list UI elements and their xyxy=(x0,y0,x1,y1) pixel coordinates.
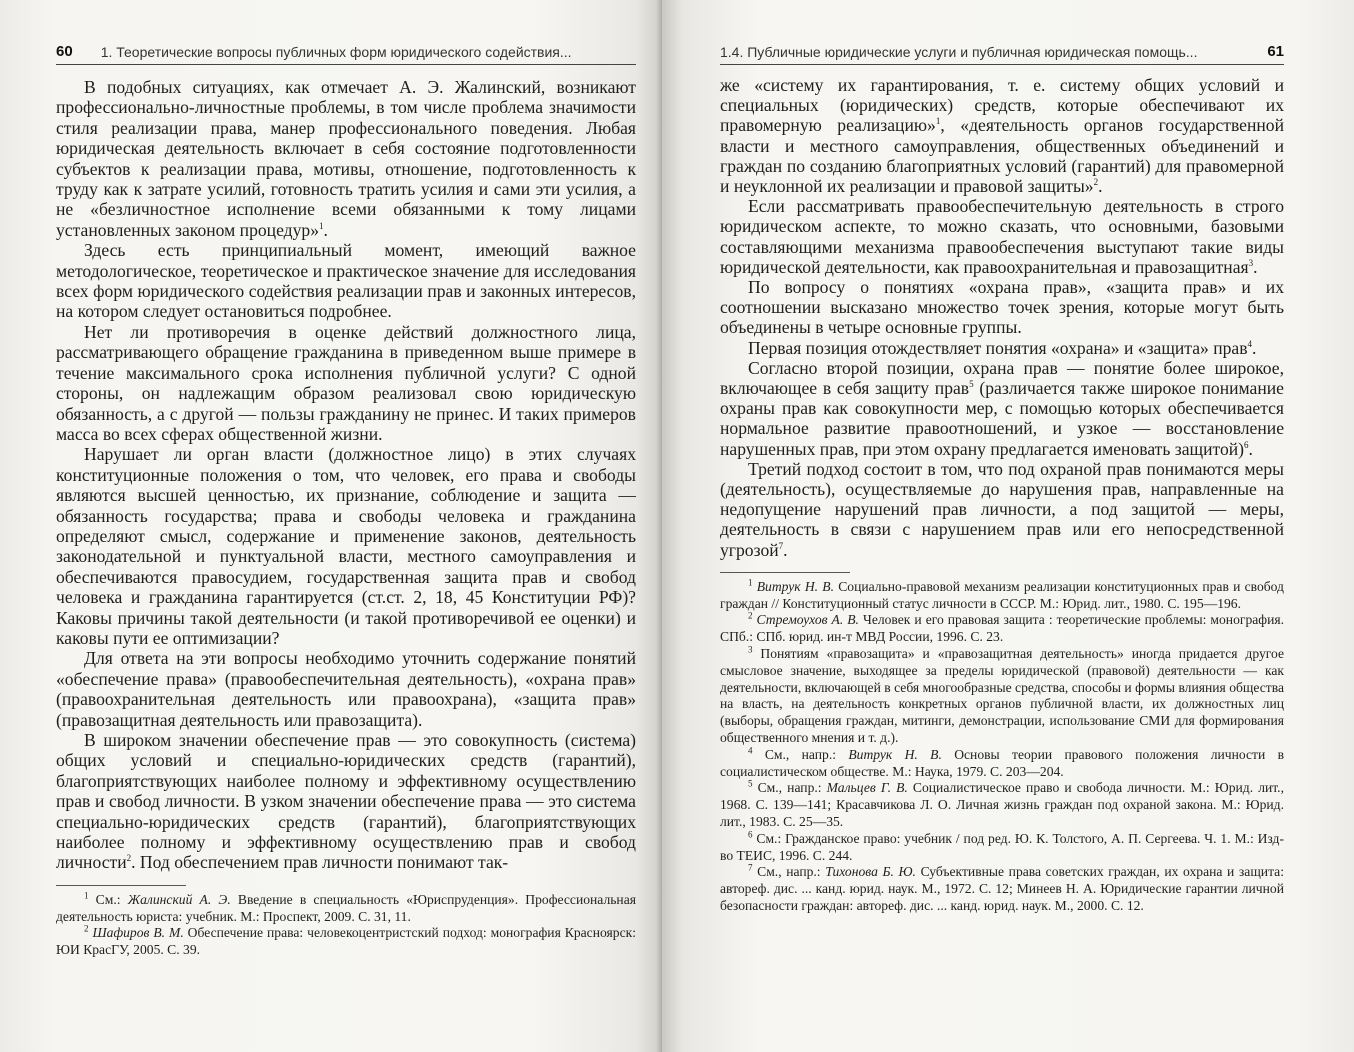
paragraph: Нарушает ли орган власти (должностное лицо) в этих случаях конституционные положения о том, что человек, его права и свободы являются высшей ценностью, их признание, соблюдение и защита — обязанность государства; права и свободы человека и гражданина определяют смысл, содержание и применение законов, деятельность законодательной и пунктуальной власти, местного самоуправления и обеспечиваются правосудием, государственная защита прав и свобод человека и гражданина гарантируется (ст.ст. 2, 18, 45 Конституции РФ)? Каковы причины такой деятельности (и такой противоречивой ее оценки) и каковы пути ее оптимизации? xyxy=(56,444,636,648)
paragraph: Третий подход состоит в том, что под охраной прав понимаются меры (деятельность), осуществляемые до нарушения прав, направленные на недопущение нарушений прав личности, а под защитой — меры, деятельность в связи с нарушением прав или его непосредственной угрозой$^7$. xyxy=(720,458,1284,560)
running-head-right xyxy=(720,38,1284,65)
paragraph: же «систему их гарантирования, т. е. систему общих условий и специальных (юридических) средств, которые обеспечивают их правомерную реализацию»$^1$, «деятельность органов государственной власти и местного самоуправления, общественных объединений и граждан по созданию благоприятных условий (гарантий) для правомерной и неуклонной их реализации и правовой защиты»$^2$. xyxy=(720,75,1284,197)
footnote: $^4$ См., напр.: Витрук Н. В. Основы теории правового положения личности в социалистическом обществе. М.: Наука, 1979. С. 203—204. xyxy=(720,745,1284,779)
footnote-divider-left xyxy=(56,885,186,886)
footnote-divider-right xyxy=(720,572,850,573)
footnote-ref: 7 xyxy=(778,540,784,551)
footnote-ref: 5 xyxy=(969,379,974,390)
footnotes-left xyxy=(56,892,636,959)
right-page xyxy=(662,0,1354,1052)
footnote: $^1$ Витрук Н. В. Социально-правовой механизм реализации конституционных прав и свобод граждан // Конституционный статус личности в СССР. М.: Юрид. лит., 1980. С. 195—196. xyxy=(720,577,1284,611)
left-body-text xyxy=(56,77,636,873)
footnote-ref: 1 xyxy=(319,220,324,231)
footnote: $^6$ См.: Гражданское право: учебник / под ред. Ю. К. Толстого, А. П. Сергеева. Ч. 1. М.: Изд-во ТЕИС, 1996. С. 244. xyxy=(720,829,1285,863)
paragraph: Согласно второй позиции, охрана прав — понятие более широкое, включающее в себя защиту прав$^5$ (различается также широкое понимание охраны прав как совокупности мер, с помощью которых обеспечивается нормальное развитие правоотношений, и узкое — восстановление нарушенных прав, при этом охрану предлагается именовать защитой)$^6$. xyxy=(720,357,1284,459)
footnote-ref: 1 xyxy=(935,116,941,127)
running-head-title-left: 1. Теоретические вопросы публичных форм юридического содействия... xyxy=(100,44,572,60)
paragraph: В подобных ситуациях, как отмечает А. Э. Жалинский, возникают профессионально-личностные проблемы, в том числе проблема значимости стиля реализации права, манер профессионального поведения. Любая юридическая деятельность включает в себя состояние подготовленности субъектов к реализации права, мотивы, отношение, подготовленность к труду как к затрате усилий, готовность тратить усилия и сами эти усилия, а не «безличностное исполнение всеми обязанными к тому лицами установленных законом процедур»$^1$. xyxy=(56,77,636,240)
footnote: $^3$ Понятиям «правозащита» и «правозащитная деятельность» иногда придается другое смысловое значение, выходящее за пределы юридической (правовой) деятельности — как деятельности, включающей в себя многообразные средства, способы и формы влияния общества на власть, на деятельность конкретных органов публичной власти, их должностных лиц (выборы, обращения граждан, митинги, демонстрации, использование СМИ для формирования общественного мнения и т. д.). xyxy=(720,644,1284,746)
paragraph: Для ответа на эти вопросы необходимо уточнить содержание понятий «обеспечение права» (правообеспечительная деятельность), «охрана прав» (правоохранительная деятельность или правоохрана), «защита прав» (правозащитная деятельность или правозащита). xyxy=(56,648,636,730)
page-number-left: 60 xyxy=(56,43,73,60)
left-page xyxy=(0,0,662,1052)
footnote: $^1$ См.: Жалинский А. Э. Введение в специальность «Юриспруденция». Профессиональная деятельность юриста: учебник. М.: Проспект, 2009. С. 31, 11. xyxy=(56,890,636,924)
footnote-ref: 6 xyxy=(1244,439,1249,450)
footnote: $^7$ См., напр.: Тихонова Б. Ю. Субъективные права советских граждан, их охрана и защита: автореф. дис. ... канд. юрид. наук. М., 1972. С. 12; Минеев Н. А. Юридические гарантии личной безопасности граждан: автореф. дис. ... канд. юрид. наук. М., 2000. С. 12. xyxy=(720,862,1284,914)
paragraph: Если рассматривать правообеспечительную деятельность в строго юридическом аспекте, то можно сказать, что основными, базовыми составляющими механизма правообеспечения выступают такие виды юридической деятельности, как правоохранительная и правозащитная$^3$. xyxy=(720,196,1284,277)
paragraph: По вопросу о понятиях «охрана прав», «защита прав» и их соотношении высказано множество точек зрения, которые могут быть объединены в четыре основные группы. xyxy=(720,277,1284,338)
right-body-text xyxy=(720,75,1284,560)
footnote-ref: 2 xyxy=(126,853,132,864)
running-head-title-right: 1.4. Публичные юридические услуги и публичная юридическая помощь... xyxy=(720,44,1198,60)
footnotes-right xyxy=(720,579,1284,915)
paragraph: Нет ли противоречия в оценке действий должностного лица, рассматривающего обращение гражданина в приведенном выше примере в течение максимального срока исполнения публичной услуги? С одной стороны, он надлежащим образом реализовал свою юридическую обязанность, а с другой — пользы гражданину не принес. И таких примеров масса во всех сферах общественной жизни. xyxy=(56,321,636,444)
footnote-ref: 3 xyxy=(1248,257,1254,268)
paragraph: Первая позиция отождествляет понятия «охрана» и «защита» прав$^4$. xyxy=(748,337,1257,358)
footnote: $^5$ См., напр.: Мальцев Г. В. Социалистическое право и свобода личности. М.: Юрид. лит., 1968. С. 139—141; Красавчикова Л. О. Личная жизнь граждан под охраной закона. М.: Юрид. лит., 1983. С. 25—35. xyxy=(720,778,1284,830)
running-head-left xyxy=(56,38,636,65)
footnote-ref: 2 xyxy=(1093,177,1099,188)
paragraph: В широком значении обеспечение прав — это совокупность (система) общих условий и специально-юридических средств (гарантий), благоприятствующих наиболее полному и эффективному осуществлению прав и свобод личности. В узком значении обеспечение права — это система специально-юридических средств (гарантий), благоприятствующих наиболее полному и эффективному осуществлению прав и свобод личности$^2$. Под обеспечением прав личности понимают так- xyxy=(56,730,636,873)
page-number-right: 61 xyxy=(1267,43,1284,60)
paragraph: Здесь есть принципиальный момент, имеющий важное методологическое, теоретическое и практическое значение для исследования всех форм юридического содействия реализации прав и законных интересов, на котором следует остановиться подробнее. xyxy=(56,240,636,322)
footnote: $^2$ Шафиров В. М. Обеспечение права: человекоцентристский подход: монография Красноярск: ЮИ КрасГУ, 2005. С. 39. xyxy=(56,923,636,958)
footnote: $^2$ Стремоухов А. В. Человек и его правовая защита : теоретические проблемы: монография. СПб.: СПб. юрид. ин-т МВД России, 1996. С. 23. xyxy=(720,610,1285,645)
footnote-ref: 4 xyxy=(1247,338,1253,349)
